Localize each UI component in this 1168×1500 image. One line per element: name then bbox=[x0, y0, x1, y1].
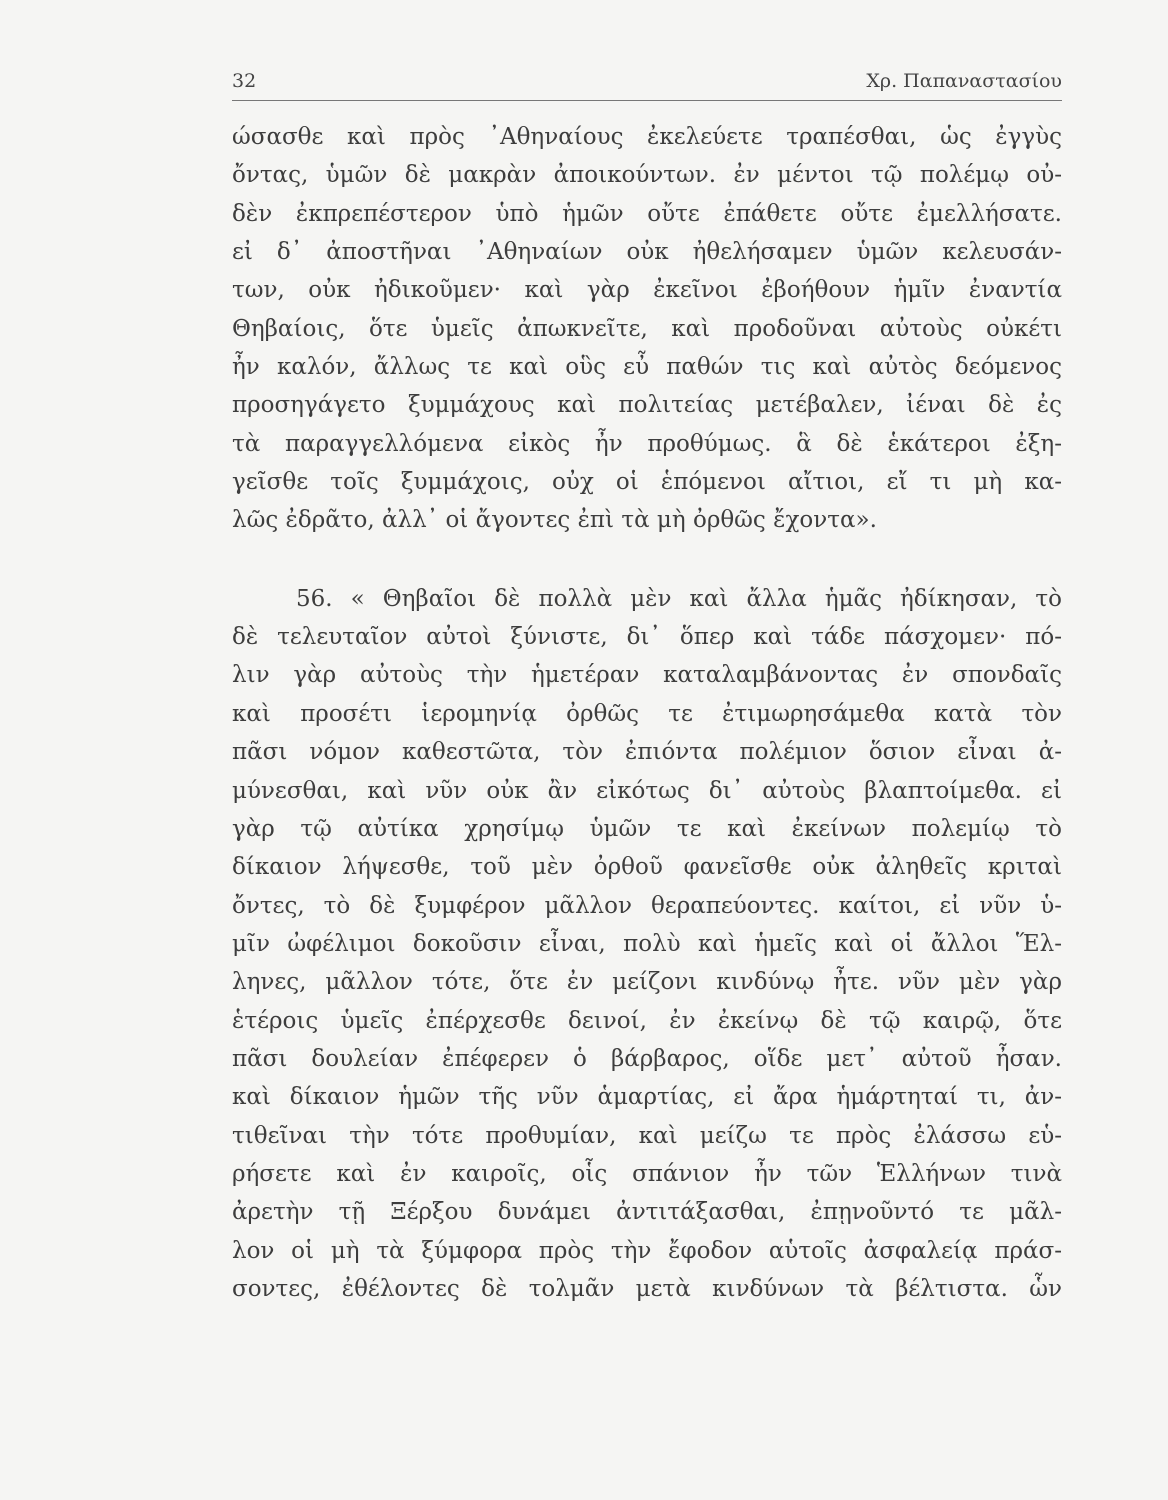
text-line: σοντες, ἐθέλοντες δὲ τολμᾶν μετὰ κινδύνων τὰ βέλτιστα. ὧν bbox=[232, 1275, 1062, 1302]
paragraph-gap bbox=[232, 540, 1062, 580]
text-line: λον οἱ μὴ τὰ ξύμφορα πρὸς τὴν ἔφοδον αὑτοῖς ἀσφαλείᾳ πράσ- bbox=[232, 1237, 1062, 1264]
text-line: δὲ τελευταῖον αὐτοὶ ξύνιστε, δι᾿ ὅπερ καὶ τάδε πάσχομεν· πό- bbox=[232, 624, 1062, 651]
text-line: καὶ προσέτι ἱερομηνίᾳ ὀρθῶς τε ἐτιμωρησάμεθα κατὰ τὸν bbox=[232, 700, 1062, 727]
text-line: 56. « Θηβαῖοι δὲ πολλὰ μὲν καὶ ἄλλα ἡμᾶς ἠδίκησαν, τὸ bbox=[296, 585, 1062, 612]
header-rule bbox=[232, 100, 1062, 101]
page-number: 32 bbox=[232, 70, 257, 92]
running-head bbox=[232, 66, 1062, 100]
paragraph-1 bbox=[232, 118, 1062, 540]
text-line: μῖν ὠφέλιμοι δοκοῦσιν εἶναι, πολὺ καὶ ἡμεῖς καὶ οἱ ἄλλοι Ἕλ- bbox=[232, 930, 1062, 957]
text-line: πᾶσι δουλείαν ἐπέφερεν ὁ βάρβαρος, οἵδε μετ᾿ αὐτοῦ ἦσαν. bbox=[232, 1045, 1062, 1072]
text-line: ρήσετε καὶ ἐν καιροῖς, οἷς σπάνιον ἦν τῶν Ἑλλήνων τινὰ bbox=[232, 1160, 1062, 1187]
text-line: δὲν ἐκπρεπέστερον ὑπὸ ἡμῶν οὔτε ἐπάθετε οὔτε ἐμελλήσατε. bbox=[232, 200, 1062, 227]
text-line: των, οὐκ ἠδικοῦμεν· καὶ γὰρ ἐκεῖνοι ἐβοήθουν ἡμῖν ἐναντία bbox=[232, 277, 1062, 304]
body-text bbox=[232, 118, 1062, 1308]
text-line: γὰρ τῷ αὐτίκα χρησίμῳ ὑμῶν τε καὶ ἐκείνων πολεμίῳ τὸ bbox=[232, 815, 1062, 842]
text-line: ἦν καλόν, ἄλλως τε καὶ οὓς εὖ παθών τις καὶ αὐτὸς δεόμενος bbox=[232, 354, 1062, 381]
paragraph-2 bbox=[232, 580, 1062, 1309]
text-line: ληνες, μᾶλλον τότε, ὅτε ἐν μείζονι κινδύνῳ ἦτε. νῦν μὲν γὰρ bbox=[232, 969, 1062, 996]
text-line: δίκαιον λήψεσθε, τοῦ μὲν ὀρθοῦ φανεῖσθε οὐκ ἀληθεῖς κριταὶ bbox=[232, 854, 1062, 881]
text-line: καὶ δίκαιον ἡμῶν τῆς νῦν ἁμαρτίας, εἰ ἄρα ἡμάρτηταί τι, ἀν- bbox=[232, 1084, 1062, 1111]
text-line: πᾶσι νόμον καθεστῶτα, τὸν ἐπιόντα πολέμιον ὅσιον εἶναι ἀ- bbox=[232, 739, 1062, 766]
text-line: ὄντας, ὑμῶν δὲ μακρὰν ἀποικούντων. ἐν μέντοι τῷ πολέμῳ οὐ- bbox=[232, 162, 1062, 189]
text-line: μύνεσθαι, καὶ νῦν οὐκ ἂν εἰκότως δι᾿ αὐτοὺς βλαπτοίμεθα. εἰ bbox=[232, 777, 1062, 804]
text-line: ώσασθε καὶ πρὸς ᾿Αθηναίους ἐκελεύετε τραπέσθαι, ὡς ἐγγὺς bbox=[232, 124, 1062, 150]
text-line: προσηγάγετο ξυμμάχους καὶ πολιτείας μετέβαλεν, ἰέναι δὲ ἐς bbox=[232, 392, 1062, 419]
text-line: γεῖσθε τοῖς ξυμμάχοις, οὐχ οἱ ἑπόμενοι αἴτιοι, εἴ τι μὴ κα- bbox=[232, 469, 1062, 496]
text-line: ἀρετὴν τῇ Ξέρξου δυνάμει ἀντιτάξασθαι, ἐπῃνοῦντό τε μᾶλ- bbox=[232, 1199, 1062, 1226]
text-line: Θηβαίοις, ὅτε ὑμεῖς ἀπωκνεῖτε, καὶ προδοῦναι αὐτοὺς οὐκέτι bbox=[232, 315, 1062, 342]
text-line: εἰ δ᾿ ἀποστῆναι ᾿Αθηναίων οὐκ ἠθελήσαμεν ὑμῶν κελευσάν- bbox=[232, 239, 1062, 266]
text-line: τιθεῖναι τὴν τότε προθυμίαν, καὶ μείζω τε πρὸς ἐλάσσω εὑ- bbox=[232, 1122, 1062, 1149]
text-line: λῶς ἐδρᾶτο, ἀλλ᾿ οἱ ἄγοντες ἐπὶ τὰ μὴ ὀρθῶς ἔχοντα». bbox=[232, 507, 877, 534]
running-head-author: Χρ. Παπαναστασίου bbox=[866, 70, 1062, 92]
text-line: λιν γὰρ αὐτοὺς τὴν ἡμετέραν καταλαμβάνοντας ἐν σπονδαῖς bbox=[232, 662, 1062, 689]
text-line: τὰ παραγγελλόμενα εἰκὸς ἦν προθύμως. ἃ δὲ ἑκάτεροι ἐξη- bbox=[232, 430, 1062, 457]
text-line: ὄντες, τὸ δὲ ξυμφέρον μᾶλλον θεραπεύοντες. καίτοι, εἰ νῦν ὑ- bbox=[232, 892, 1062, 919]
text-line: ἑτέροις ὑμεῖς ἐπέρχεσθε δεινοί, ἐν ἐκείνῳ δὲ τῷ καιρῷ, ὅτε bbox=[232, 1007, 1062, 1034]
